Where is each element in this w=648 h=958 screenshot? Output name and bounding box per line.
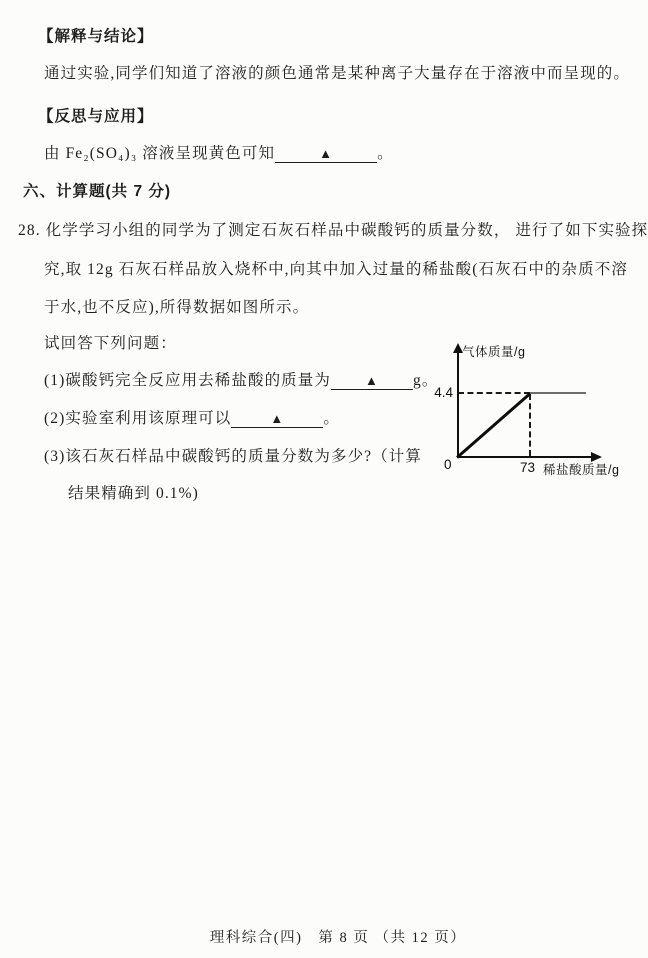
section-explain-title: 【解释与结论】	[38, 28, 154, 45]
y-axis-tick-4-4: 4.4	[434, 385, 453, 400]
x-axis-label: 稀盐酸质量/g	[543, 463, 620, 477]
origin-label: 0	[444, 457, 452, 472]
q28-subquestion-2	[44, 409, 340, 428]
q1-prefix: (1)碳酸钙完全反应用去稀盐酸的质量为	[44, 372, 331, 389]
reflect-question-line	[44, 144, 394, 163]
curve-rising-segment	[456, 392, 531, 458]
y-axis-line	[457, 350, 459, 457]
q1-suffix: g。	[412, 372, 439, 389]
q2-prefix: (2)实验室利用该原理可以	[44, 410, 232, 427]
reflect-suffix: 。	[377, 145, 394, 162]
q28-line1	[18, 221, 648, 240]
q28-line1-text: 化学学习小组的同学为了测定石灰石样品中碳酸钙的质量分数， 进行了如下实验探	[45, 222, 648, 239]
explain-body-text: 通过实验,同学们知道了溶液的颜色通常是某种离子大量存在于溶液中而呈现的。	[44, 65, 630, 82]
q28-subquestion-1	[44, 371, 438, 390]
q28-line3: 于水,也不反应),所得数据如图所示。	[44, 299, 310, 316]
y-axis-label: 气体质量/g	[462, 345, 526, 359]
answer-blank-marker: ▲	[275, 146, 377, 163]
section6-heading: 六、计算题(共 7 分)	[23, 183, 172, 200]
q28-prompt: 试回答下列问题：	[44, 335, 177, 352]
gas-mass-vs-hcl-chart	[426, 336, 646, 488]
answer-blank-marker: ▲	[331, 373, 413, 390]
q28-line2: 究,取 12g 石灰石样品放入烧杯中,向其中加入过量的稀盐酸(石灰石中的杂质不溶	[44, 261, 628, 278]
x-axis-line	[457, 456, 594, 458]
page-footer: 理科综合(四) 第 8 页 （共 12 页）	[209, 930, 467, 946]
section-reflect-title: 【反思与应用】	[38, 108, 154, 125]
q28-subquestion-3-line2: 结果精确到 0.1%)	[68, 485, 199, 502]
x-axis-tick-73: 73	[520, 460, 536, 475]
q28-number: 28.	[18, 222, 41, 239]
dashed-guide-vertical	[529, 394, 531, 456]
q2-suffix: 。	[323, 410, 340, 427]
reflect-prefix: 由 Fe₂(SO₄)₃ 溶液呈现黄色可知	[44, 145, 276, 162]
q28-subquestion-3-line1: (3)该石灰石样品中碳酸钙的质量分数为多少?（计算	[44, 448, 422, 465]
answer-blank-marker: ▲	[231, 411, 323, 428]
curve-plateau-segment	[530, 392, 586, 394]
dashed-guide-horizontal	[458, 392, 530, 394]
